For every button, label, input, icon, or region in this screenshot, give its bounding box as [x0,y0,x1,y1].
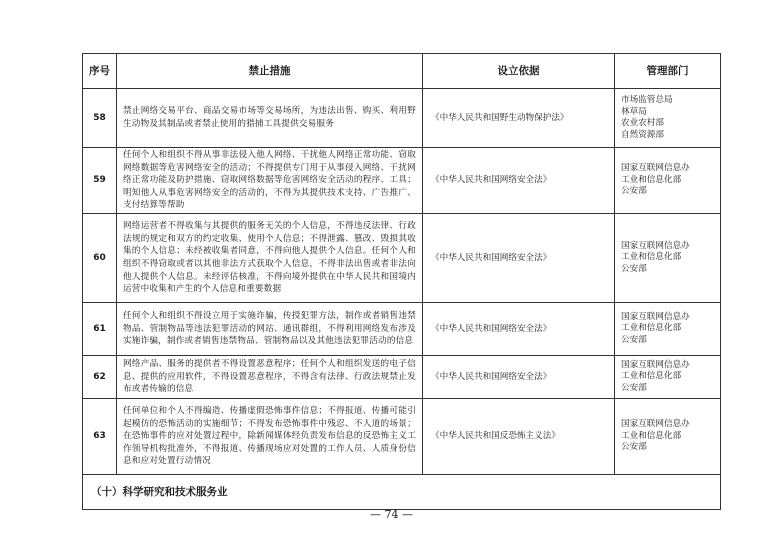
header-measure: 禁止措施 [117,54,423,89]
row-basis: 《中华人民共和国反恐怖主义法》 [423,399,615,475]
table-row [83,89,721,148]
section-row [83,475,721,510]
row-measure: 网络产品、服务的提供者不得设置恶意程序；任何个人和组织发送的电子信息、提供的应用软件，不得设置恶意程序，不得含有法律、行政法规禁止发布或者传输的信息 [117,356,423,399]
dept-item: 国家互联网信息办 [621,311,690,322]
row-measure: 任何个人和组织不得从事非法侵入他人网络、干扰他人网络正常功能、窃取网络数据等危害网络安全的活动；不得提供专门用于从事侵入网络、干扰网络正常功能及防护措施、窃取网络数据等危害网络安全活动的程序、工具；明知他人从事危害网络安全的活动的，不得为其提供技术支持、广告推广、支付结算等帮助 [117,148,423,214]
header-basis: 设立依据 [423,54,615,89]
row-no: 63 [83,399,117,475]
section-title: （十）科学研究和技术服务业 [83,475,721,510]
row-dept [615,356,721,399]
row-dept [615,148,721,214]
dept-item: 工业和信息化部 [621,430,682,441]
header-dept: 管理部门 [615,54,721,89]
row-measure: 任何个人和组织不得设立用于实施诈骗，传授犯罪方法，制作或者销售违禁物品、管制物品等违法犯罪活动的网站、通讯群组，不得利用网络发布涉及实施诈骗，制作或者销售违禁物品、管制物品以及其他违法犯罪活动的信息 [117,303,423,356]
row-no: 62 [83,356,117,399]
dept-item: 国家互联网信息办 [621,240,690,251]
dept-item: 工业和信息化部 [621,252,682,263]
table-header-row [83,54,721,89]
dept-item: 自然资源部 [621,129,664,140]
dept-item: 公安部 [621,382,647,393]
prohibition-table [82,53,721,510]
row-basis: 《中华人民共和国网络安全法》 [423,214,615,303]
header-no: 序号 [83,54,117,89]
row-basis: 《中华人民共和国网络安全法》 [423,148,615,214]
table-row [83,356,721,399]
table-row [83,148,721,214]
row-dept [615,399,721,475]
dept-item: 农业农村部 [621,118,664,128]
row-basis: 《中华人民共和国网络安全法》 [423,356,615,399]
table-row [83,399,721,475]
dept-item: 工业和信息化部 [621,174,682,185]
dept-item: 公安部 [621,442,647,453]
dept-item: 国家互联网信息办 [621,163,690,174]
table-row [83,303,721,356]
row-measure: 禁止网络交易平台、商品交易市场等交易场所，为违法出售、购买、利用野生动物及其制品或者禁止使用的猎捕工具提供交易服务 [117,89,423,148]
row-dept [615,89,721,148]
row-no: 58 [83,89,117,148]
row-dept [615,303,721,356]
row-no: 60 [83,214,117,303]
row-basis: 《中华人民共和国野生动物保护法》 [423,89,615,148]
dept-item: 市场监管总局 [621,95,673,105]
dept-item: 林草局 [621,106,647,117]
row-dept [615,214,721,303]
dept-item: 公安部 [621,334,647,345]
dept-item: 公安部 [621,186,647,197]
row-measure: 网络运营者不得收集与其提供的服务无关的个人信息，不得违反法律、行政法规的规定和双方的约定收集、使用个人信息；不得泄露、篡改、毁损其收集的个人信息；未经被收集者同意，不得向他人提供个人信息。任何个人和组织不得窃取或者以其他非法方式获取个人信息，不得非法出售或者非法向他人提供个人信息。未经评估核准，不得向境外提供在中华人民共和国境内运营中收集和产生的个人信息和重要数据 [117,214,423,303]
dept-item: 工业和信息化部 [621,371,682,382]
row-no: 59 [83,148,117,214]
row-measure: 任何单位和个人不得编造、传播虚假恐怖事件信息；不得报道、传播可能引起模仿的恐怖活动的实施细节；不得发布恐怖事件中残忍、不人道的场景；在恐怖事件的应对处置过程中，除新闻媒体经负责发布信息的反恐怖主义工作领导机构批准外，不得报道、传播现场应对处置的工作人员、人质身份信息和应对处置行动情况 [117,399,423,475]
dept-item: 公安部 [621,263,647,274]
row-basis: 《中华人民共和国网络安全法》 [423,303,615,356]
dept-item: 国家互联网信息办 [621,419,690,430]
dept-item: 国家互联网信息办 [621,359,690,370]
row-no: 61 [83,303,117,356]
table-row [83,214,721,303]
page-number: — 74 — [370,508,413,521]
dept-item: 工业和信息化部 [621,323,682,334]
